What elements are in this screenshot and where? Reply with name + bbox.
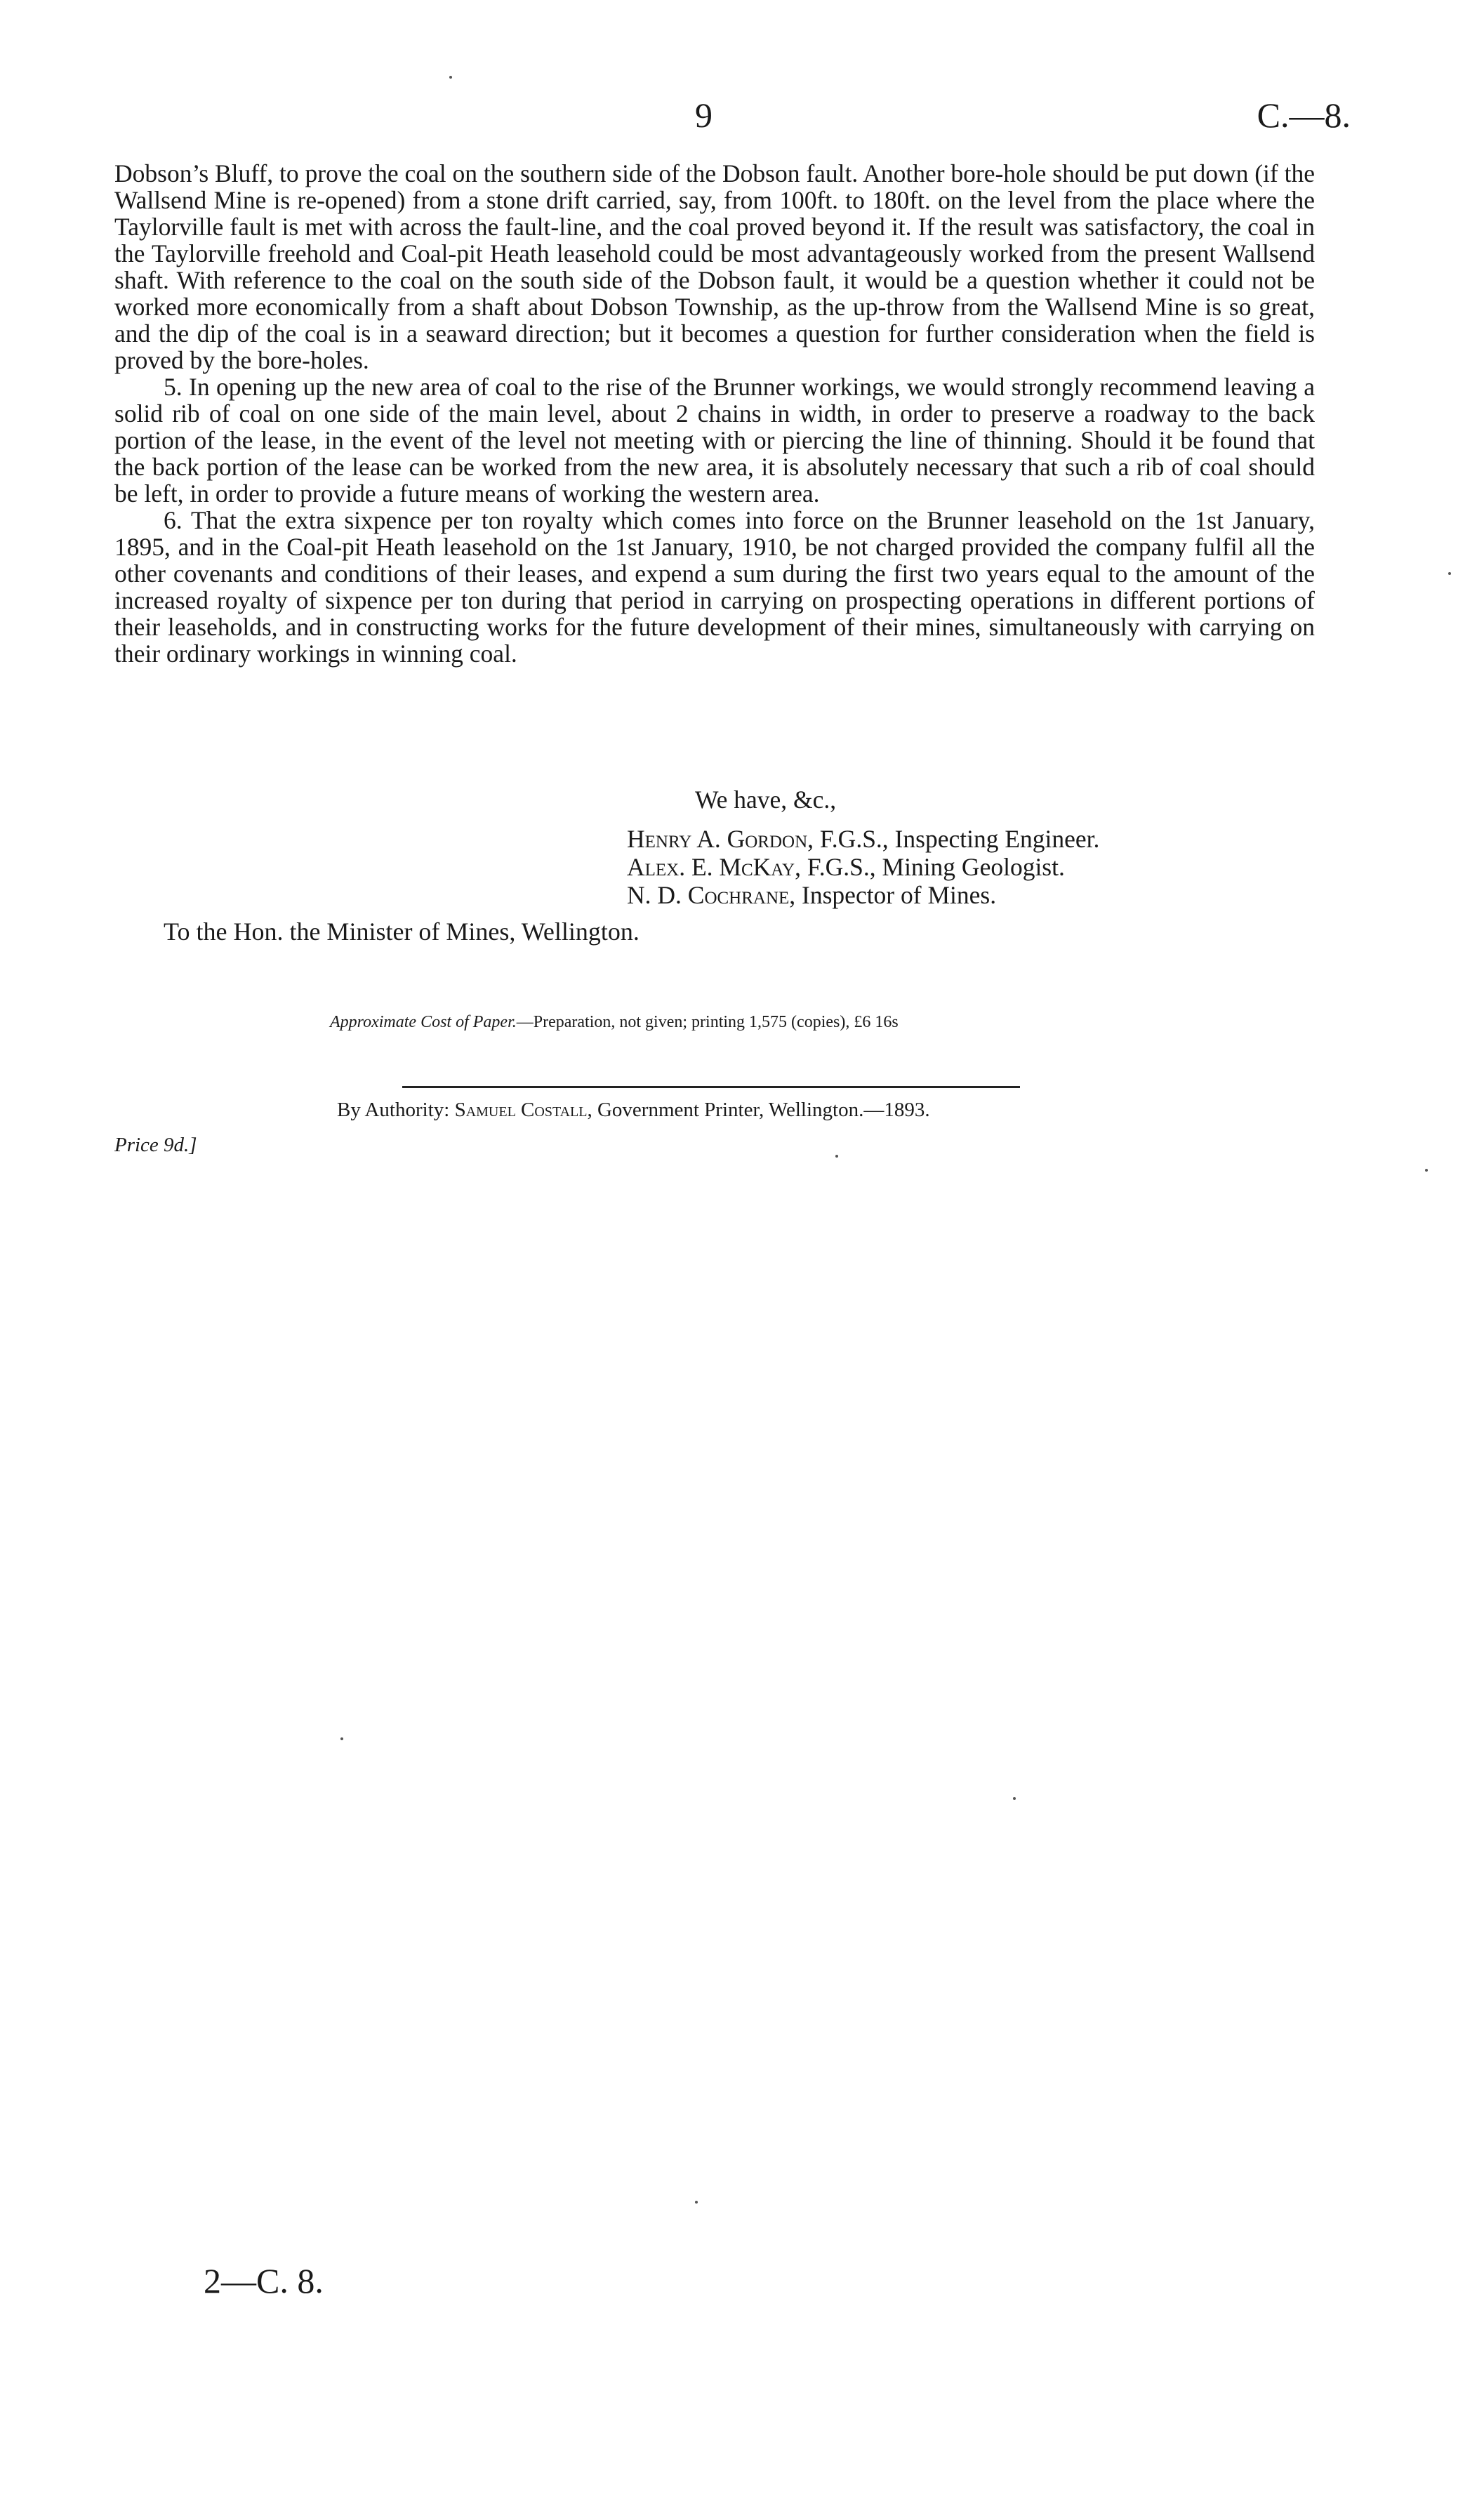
printer-signature-mark: 2—C. 8. — [204, 2261, 324, 2300]
signatory-name: Henry A. Gordon — [627, 825, 808, 853]
price-label: Price 9d.] — [114, 1134, 197, 1156]
scan-speck — [835, 1155, 838, 1158]
signatory-title: , F.G.S., Inspecting Engineer. — [807, 825, 1100, 853]
signatory-title: , F.G.S., Mining Geologist. — [795, 853, 1065, 881]
signatory — [627, 825, 1099, 853]
scan-speck — [1448, 572, 1451, 575]
addressee: To the Hon. the Minister of Mines, Wellington. — [164, 918, 640, 946]
signatory-title: , Inspector of Mines. — [789, 881, 997, 909]
printer-name: Samuel Costall — [454, 1099, 588, 1121]
imprint-prefix: By Authority: — [337, 1099, 455, 1121]
scan-speck — [340, 1737, 343, 1740]
imprint-suffix: , Government Printer, Wellington.—1893. — [587, 1099, 930, 1121]
scan-speck — [695, 2201, 698, 2204]
paragraph-6: 6. That the extra sixpence per ton royalty which comes into force on the Brunner leasehold on the 1st January, 1895, and in the Coal-pit Heath leasehold on the 1st January, 1910, be not charged provided the company fulfil all the other covenants and conditions of their leases, and expend a sum during the first two years equal to the amount of the increased royalty of sixpence per ton during that period in carrying on prospecting operations in different portions of their leaseholds, and in constructing works for the future development of their mines, simultaneously with carrying on their ordinary workings in winning coal. — [114, 506, 1315, 668]
cost-note-label: Approximate Cost of Paper. — [330, 1013, 517, 1031]
paragraph-continuation: Dobson’s Bluff, to prove the coal on the southern side of the Dobson fault. Another bore-hole should be put down (if the Wallsend Mine is re-opened) from a stone drift carried, say, from 100ft. to 180ft. on the level from the place where the Taylorville fault is met with across the fault-line, and the coal proved beyond it. If the result was satisfactory, the coal in the Taylorville freehold and Coal-pit Heath leasehold could be most advantageously worked from the present Wallsend shaft. With reference to the coal on the south side of the Dobson fault, it would be a question whether it could not be worked more economically from a shaft about Dobson Township, as the up-throw from the Wallsend Mine is so great, and the dip of the coal is in a seaward direction; but it becomes a question for further consideration when the field is proved by the bore-holes. — [114, 159, 1315, 374]
paragraph-5: 5. In opening up the new area of coal to the rise of the Brunner workings, we would strongly recommend leaving a solid rib of coal on one side of the main level, about 2 chains in width, in order to preserve a roadway to the back portion of the lease, in the event of the level not meeting with or piercing the line of thinning. Should it be found that the back portion of the lease can be worked from the new area, it is absolutely necessary that such a rib of coal should be left, in order to provide a future means of working the western area. — [114, 373, 1315, 508]
page-number: 9 — [695, 95, 713, 135]
report-body — [114, 160, 1315, 667]
signature-block — [627, 825, 1099, 909]
signatory — [627, 881, 1099, 909]
signatory — [627, 853, 1099, 881]
closing-salutation: We have, &c., — [695, 786, 837, 814]
page-header — [0, 95, 1484, 137]
signatory-name: Alex. E. McKay — [627, 853, 795, 881]
document-reference: C.—8. — [1257, 95, 1351, 135]
scan-speck — [449, 76, 452, 79]
cost-of-paper-note — [330, 1013, 899, 1032]
cost-note-text: —Preparation, not given; printing 1,575 (copies), £6 16s — [516, 1013, 899, 1031]
signatory-name: N. D. Cochrane — [627, 881, 790, 909]
divider-rule — [402, 1086, 1020, 1088]
scan-speck — [1013, 1797, 1016, 1800]
scan-speck — [1425, 1169, 1428, 1172]
printer-imprint — [337, 1099, 930, 1122]
